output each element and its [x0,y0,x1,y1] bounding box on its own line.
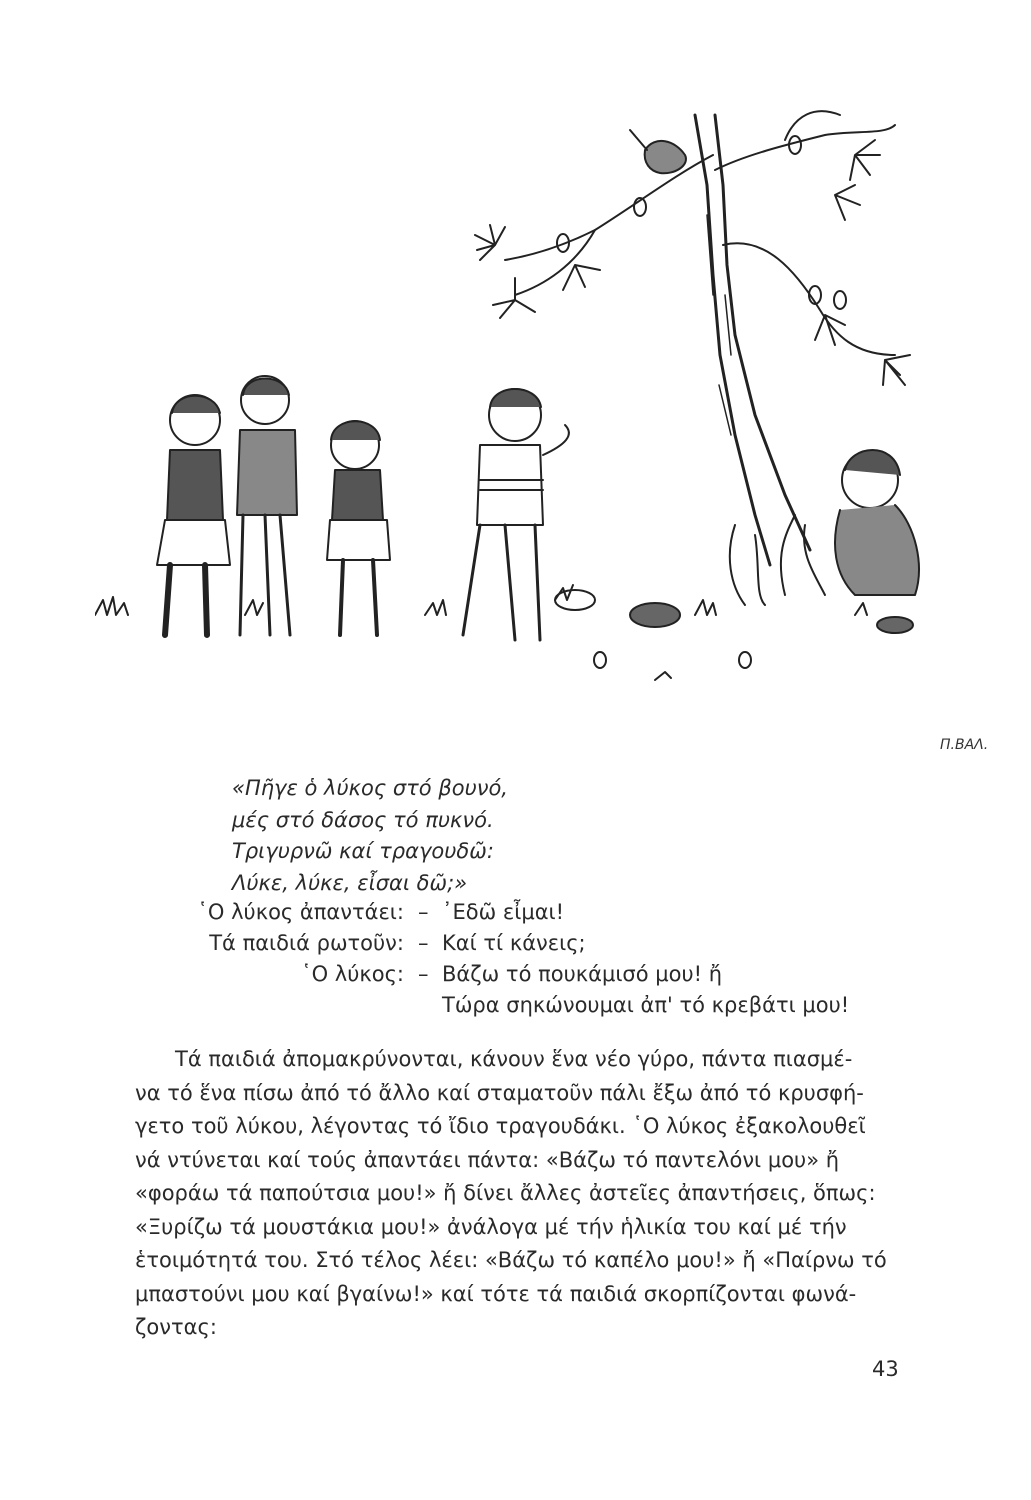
dialogue-row [0,962,1031,993]
dialogue-row [0,993,1031,1024]
poem-line: Λύκε, λύκε, εἶσαι δῶ;» [232,870,468,895]
paragraph-line: Τά παιδιά ἀπομακρύνονται, κάνουν ἕνα νέο γύρο, πάντα πιασμέ- [175,1047,853,1071]
illustrator-signature: Π.ΒΑΛ. [940,737,989,753]
dialogue-block [0,900,1031,1024]
paragraph-line: ζοντας: [135,1315,217,1339]
illustration-drawing [95,95,945,720]
dialogue-speaker: Τά παιδιά ρωτοῦν: [209,931,404,955]
dialogue-speaker: ῾Ο λύκος ἀπαντάει: [197,900,404,924]
paragraph-line: γετο τοῦ λύκου, λέγοντας τό ἴδιο τραγουδάκι. ῾Ο λύκος ἐξακολουθεῖ [135,1114,866,1138]
paragraph-line: να τό ἕνα πίσω ἀπό τό ἄλλο καί σταματοῦν πάλι ἔξω ἀπό τό κρυσφή- [135,1080,864,1105]
dialogue-speaker: ῾Ο λύκος: [301,962,404,986]
dialogue-text: ᾿Εδῶ εἶμαι! [442,900,565,924]
page-number: 43 [872,1357,899,1381]
poem-line: Τριγυρνῶ καί τραγουδῶ: [232,839,494,863]
rhyme-verse [232,773,508,899]
poem-line: «Πῆγε ὁ λύκος στό βουνό, [232,776,508,800]
children-playing-wolf-game-illustration [95,95,989,753]
paragraph-line: ἑτοιμότητά του. Στό τέλος λέει: «Βάζω τό καπέλο μου!» ἤ «Παίρνω τό [135,1248,887,1272]
dialogue-dash: – [418,900,429,924]
dialogue-row [0,931,1031,962]
dialogue-continuation: Τώρα σηκώνουμαι ἀπ' τό κρεβάτι μου! [442,993,850,1017]
paragraph-line: νά ντύνεται καί τούς ἀπαντάει πάντα: «Βάζω τό παντελόνι μου» ἤ [135,1147,840,1172]
dialogue-text: Καί τί κάνεις; [442,931,586,955]
paragraph-line: μπαστούνι μου καί βγαίνω!» καί τότε τά παιδιά σκορπίζονται φωνά- [135,1281,857,1306]
body-paragraph [135,1043,905,1345]
poem-line: μές στό δάσος τό πυκνό. [232,807,494,832]
paragraph-line: «Ξυρίζω τά μουστάκια μου!» ἀνάλογα μέ τήν ἡλικία του καί μέ τήν [135,1214,847,1239]
dialogue-text: Βάζω τό πουκάμισό μου! ἤ [442,962,723,986]
paragraph-line: «φοράω τά παπούτσια μου!» ἤ δίνει ἄλλες ἀστεῖες ἀπαντήσεις, ὅπως: [135,1181,876,1205]
dialogue-dash: – [418,931,429,955]
dialogue-dash: – [418,962,429,986]
dialogue-row [0,900,1031,931]
